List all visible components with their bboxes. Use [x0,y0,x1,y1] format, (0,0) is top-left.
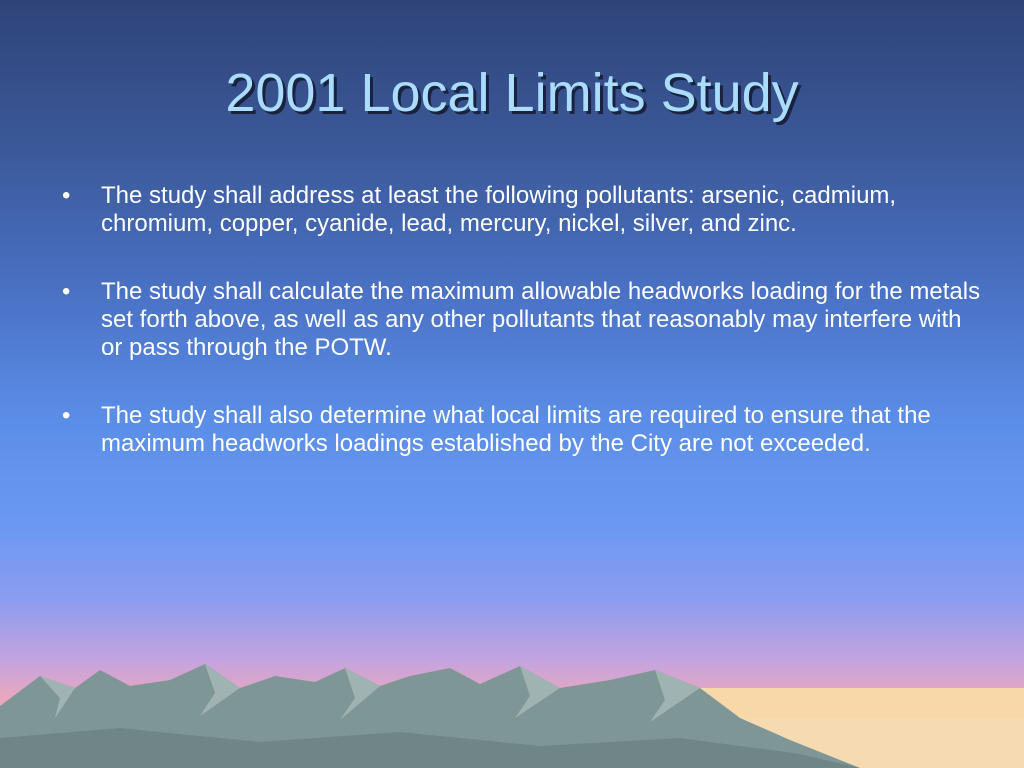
bullet-icon: • [62,402,71,429]
bullet-icon: • [62,278,71,305]
bullet-item [62,402,982,458]
bullet-item [62,278,982,362]
bullet-list [62,182,982,498]
bullet-text: The study shall also determine what local limits are required to ensure that the maximum headworks loadings established by the City are not exceeded. [101,402,931,457]
bullet-text: The study shall calculate the maximum allowable headworks loading for the metals set forth above, as well as any other pollutants that reasonably may interfere with or pass through the POTW. [101,278,981,361]
mountain-landscape-image [0,658,1024,768]
bullet-item [62,182,982,238]
slide-title: 2001 Local Limits Study [225,63,799,123]
bullet-text: The study shall address at least the following pollutants: arsenic, cadmium, chromium, copper, cyanide, lead, mercury, nickel, silver, and zinc. [101,182,897,237]
bullet-icon: • [62,182,71,209]
